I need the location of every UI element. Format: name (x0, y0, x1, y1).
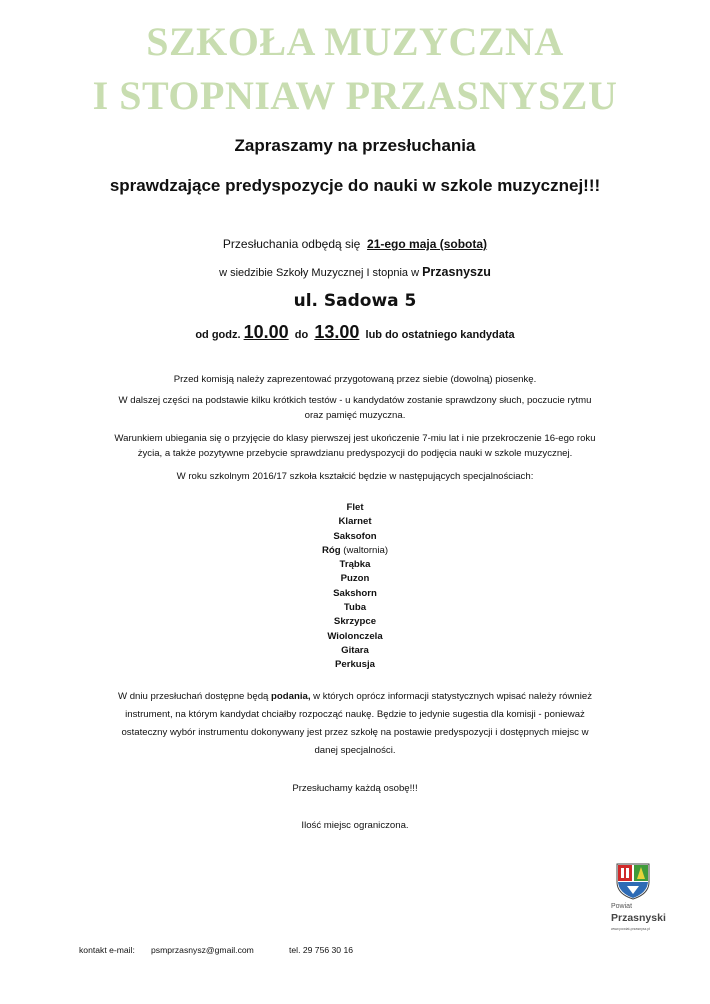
paragraph-specialties-intro: W roku szkolnym 2016/17 szkoła kształcić będzie w następujących specjalnościach: (176, 471, 534, 482)
closing-line2: instrument, na którym kandydat chciałby rozpocząć naukę. Będzie to jedynie sugestia dla komisji - ponieważ (125, 709, 585, 720)
from-label: od godz. (195, 329, 241, 341)
event-time-line (0, 322, 710, 343)
list-item: Wiolonczela (327, 630, 383, 642)
start-time: 10.00 (243, 322, 289, 342)
list-item: Gitara (341, 644, 369, 656)
coat-of-arms-icon (615, 862, 651, 900)
limited-places-note: Ilość miejsc ograniczona. (301, 820, 409, 831)
logo-text-line2: Przasnyski (611, 912, 666, 924)
event-intro: Przesłuchania odbędą się (222, 237, 361, 251)
paragraph-conditions-line1: Warunkiem ubiegania się o przyjęcie do klasy pierwszej jest ukończenie 7-miu lat i nie przekroczenie 16-ego roku (114, 433, 596, 444)
paragraph-song: Przed komisją należy zaprezentować przygotowaną przez siebie (dowolną) piosenkę. (173, 374, 537, 385)
invite-line1: Zapraszamy na przesłuchania (234, 136, 476, 155)
list-item: Skrzypce (333, 616, 377, 628)
address: ul. Sadowa 5 (293, 291, 417, 311)
list-item: Trąbka (339, 559, 371, 571)
list-item: Sakshorn (333, 587, 377, 599)
to-label: do (294, 329, 309, 341)
invite-line2: sprawdzające predyspozycje do nauki w szkole muzycznej!!! (109, 176, 601, 195)
footer-email-label: kontakt e-mail: (79, 945, 135, 955)
school-title-line2: I STOPNIAW PRZASNYSZU (92, 73, 618, 118)
closing-line1: W dniu przesłuchań dostępne będą podania, w których oprócz informacji statystycznych wpisać należy również (117, 691, 593, 702)
list-item: Tuba (343, 602, 367, 614)
specialties-list (0, 501, 710, 673)
forms-word: podania, (271, 691, 311, 702)
footer-phone: tel. 29 756 30 16 (289, 945, 354, 955)
closing-line3: ostateczny wybór instrumentu dokonywany jest przez szkołę na postawie predyspozycji i dostępnych miejsc w (121, 727, 589, 738)
footer-email[interactable]: psmprzasnysz@gmail.com (151, 945, 254, 955)
logo-text-line1: Powiat (611, 903, 633, 910)
list-item: Róg (waltornia) (321, 544, 389, 556)
everyone-note: Przesłuchamy każdą osobę!!! (292, 783, 418, 794)
location-prefix: w siedzibie Szkoły Muzycznej I stopnia w (219, 267, 420, 279)
event-date-line (0, 237, 710, 251)
list-item: Klarnet (338, 516, 372, 528)
powiat-logo (611, 862, 671, 936)
event-location-line (0, 265, 710, 279)
logo-url: www.powiat-przasnysz.pl (611, 927, 651, 931)
list-item: Perkusja (334, 659, 375, 671)
paragraph-tests-line1: W dalszej części na podstawie kilku krótkich testów - u kandydatów zostanie sprawdzony słuch, poczucie rytmu (118, 395, 592, 406)
end-time: 13.00 (314, 322, 360, 342)
closing-line4: danej specjalności. (314, 745, 396, 756)
list-item: Flet (346, 502, 364, 513)
time-tail: lub do ostatniego kandydata (365, 329, 515, 341)
city: Przasnyszu (422, 265, 491, 279)
paragraph-conditions-line2: życia, a także pozytywne przebycie sprawdzianu predyspozycji do podjęcia nauki w szkole muzycznej. (137, 448, 573, 459)
list-item: Saksofon (333, 530, 377, 542)
school-title-line1: SZKOŁA MUZYCZNA (146, 19, 564, 64)
event-date: 21-ego maja (sobota) (367, 237, 488, 251)
paragraph-tests-line2: oraz pamięć muzyczna. (304, 410, 406, 421)
list-item: Puzon (340, 573, 370, 585)
